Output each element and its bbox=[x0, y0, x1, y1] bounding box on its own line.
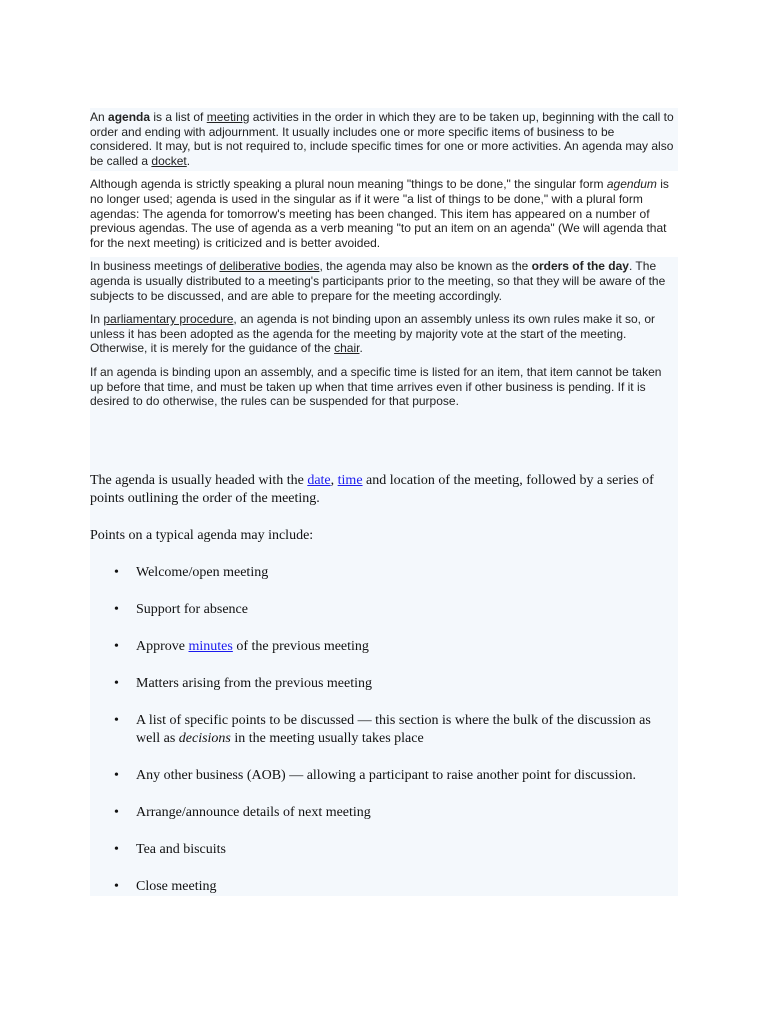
link-minutes[interactable]: minutes bbox=[188, 638, 233, 654]
paragraph-points-intro: Points on a typical agenda may include: bbox=[90, 527, 314, 543]
shaded-spacer bbox=[90, 412, 678, 470]
text-span: . bbox=[186, 153, 191, 168]
list-item-text: Arrange/announce details of next meeting bbox=[136, 804, 371, 820]
list-item bbox=[90, 675, 678, 693]
text-span: . bbox=[359, 341, 363, 356]
term-agendum: agendum bbox=[606, 177, 657, 192]
list-item bbox=[90, 767, 678, 785]
list-item-text: of the previous meeting bbox=[232, 638, 369, 654]
list-item-text: Welcome/open meeting bbox=[136, 564, 269, 580]
list-item-text: Support for absence bbox=[136, 601, 248, 617]
bullet-icon: • bbox=[114, 564, 119, 580]
bullet-icon: • bbox=[114, 841, 119, 857]
text-span: An bbox=[90, 110, 109, 124]
link-time[interactable]: time bbox=[337, 472, 363, 488]
list-item bbox=[90, 638, 678, 656]
list-item bbox=[90, 878, 678, 896]
bullet-icon: • bbox=[114, 878, 119, 894]
text-span: and location of the meeting, followed by a series of points outlining the order of the meeting. bbox=[90, 472, 654, 506]
list-item bbox=[90, 601, 678, 619]
link-meeting[interactable]: meeting bbox=[206, 110, 250, 124]
term-orders-of-the-day: orders of the day bbox=[531, 259, 629, 274]
link-date[interactable]: date bbox=[307, 472, 331, 488]
link-parliamentary-procedure[interactable]: parliamentary procedure bbox=[103, 312, 234, 327]
list-item-text: A list of specific points to be discussed — this section is where the bulk of the discussion as well as bbox=[136, 712, 651, 746]
link-deliberative-bodies[interactable]: deliberative bodies bbox=[219, 259, 320, 274]
list-item-text: Matters arising from the previous meeting bbox=[136, 675, 372, 691]
link-chair[interactable]: chair bbox=[334, 341, 360, 356]
document-body bbox=[90, 108, 678, 902]
text-span: , the agenda may also be known as the bbox=[319, 259, 532, 274]
list-item bbox=[90, 804, 678, 822]
text-span: , an agenda is not binding upon an assembly unless its own rules make it so, or unless it has been adopted as the agenda for the meeting by majority vote at the start of the meeting. Otherwise, it is merely for the guidance of the bbox=[90, 312, 655, 356]
list-item-text: Close meeting bbox=[136, 878, 217, 894]
list-item-text: Any other business (AOB) — allowing a participant to raise another point for discussion. bbox=[136, 767, 637, 783]
text-span: activities in the order in which they are to be taken up, beginning with the call to order and ending with adjournment. It usually includes one or more specific items of business to be considered. It may, but is not required to, include specific times for one or more activities. An agenda may also be called a bbox=[90, 110, 674, 168]
paragraph-binding-agenda: If an agenda is binding upon an assembly, and a specific time is listed for an item, that item cannot be taken up before that time, and must be taken up when that time arrives even if other business is pending. If it is desired to do otherwise, the rules can be suspended for that purpose. bbox=[90, 363, 678, 412]
list-item bbox=[90, 564, 678, 582]
bullet-icon: • bbox=[114, 601, 119, 617]
term-agenda: agenda bbox=[108, 110, 151, 124]
text-span: In business meetings of bbox=[90, 259, 220, 274]
agenda-points-list bbox=[90, 564, 678, 896]
text-span: The agenda is usually headed with the bbox=[90, 472, 308, 488]
text-span: is a list of bbox=[150, 110, 207, 124]
bullet-icon: • bbox=[114, 638, 119, 654]
paragraph-parliamentary-procedure bbox=[90, 310, 678, 359]
text-span: . The agenda is usually distributed to a meeting's participants prior to the meeting, so that they will be aware of the subjects to be discussed, and are able to prepare for the meeting accordingly. bbox=[90, 259, 666, 303]
text-span: is no longer used; agenda is used in the singular as if it were "a list of things to be done," with a plural form agendas: The agenda for tomorrow's meeting has been changed. This item has appeared on a number of previous agendas. The use of agenda as a verb meaning "to put an item on an agenda" (We will agenda that for the next meeting) is criticized and is better avoided. bbox=[90, 177, 669, 250]
paragraph-agenda-heading bbox=[90, 472, 678, 508]
bullet-icon: • bbox=[114, 767, 119, 783]
link-docket[interactable]: docket bbox=[151, 153, 187, 168]
text-span: Although agenda is strictly speaking a plural noun meaning "things to be done," the singular form bbox=[90, 177, 607, 192]
list-item-text: Tea and biscuits bbox=[136, 841, 226, 857]
bullet-icon: • bbox=[114, 804, 119, 820]
text-span: In bbox=[90, 312, 104, 327]
list-item bbox=[90, 712, 678, 748]
list-item-text: in the meeting usually takes place bbox=[230, 730, 424, 746]
bullet-icon: • bbox=[114, 712, 119, 728]
list-item bbox=[90, 841, 678, 859]
paragraph-business-meetings bbox=[90, 257, 678, 306]
bullet-icon: • bbox=[114, 675, 119, 691]
paragraph-plural-usage bbox=[90, 175, 678, 253]
section-typical-agenda bbox=[90, 470, 678, 896]
term-decisions: decisions bbox=[178, 730, 231, 746]
text-span: , bbox=[330, 472, 338, 488]
list-item-text: Approve bbox=[136, 638, 189, 654]
paragraph-agenda-definition bbox=[90, 108, 678, 171]
